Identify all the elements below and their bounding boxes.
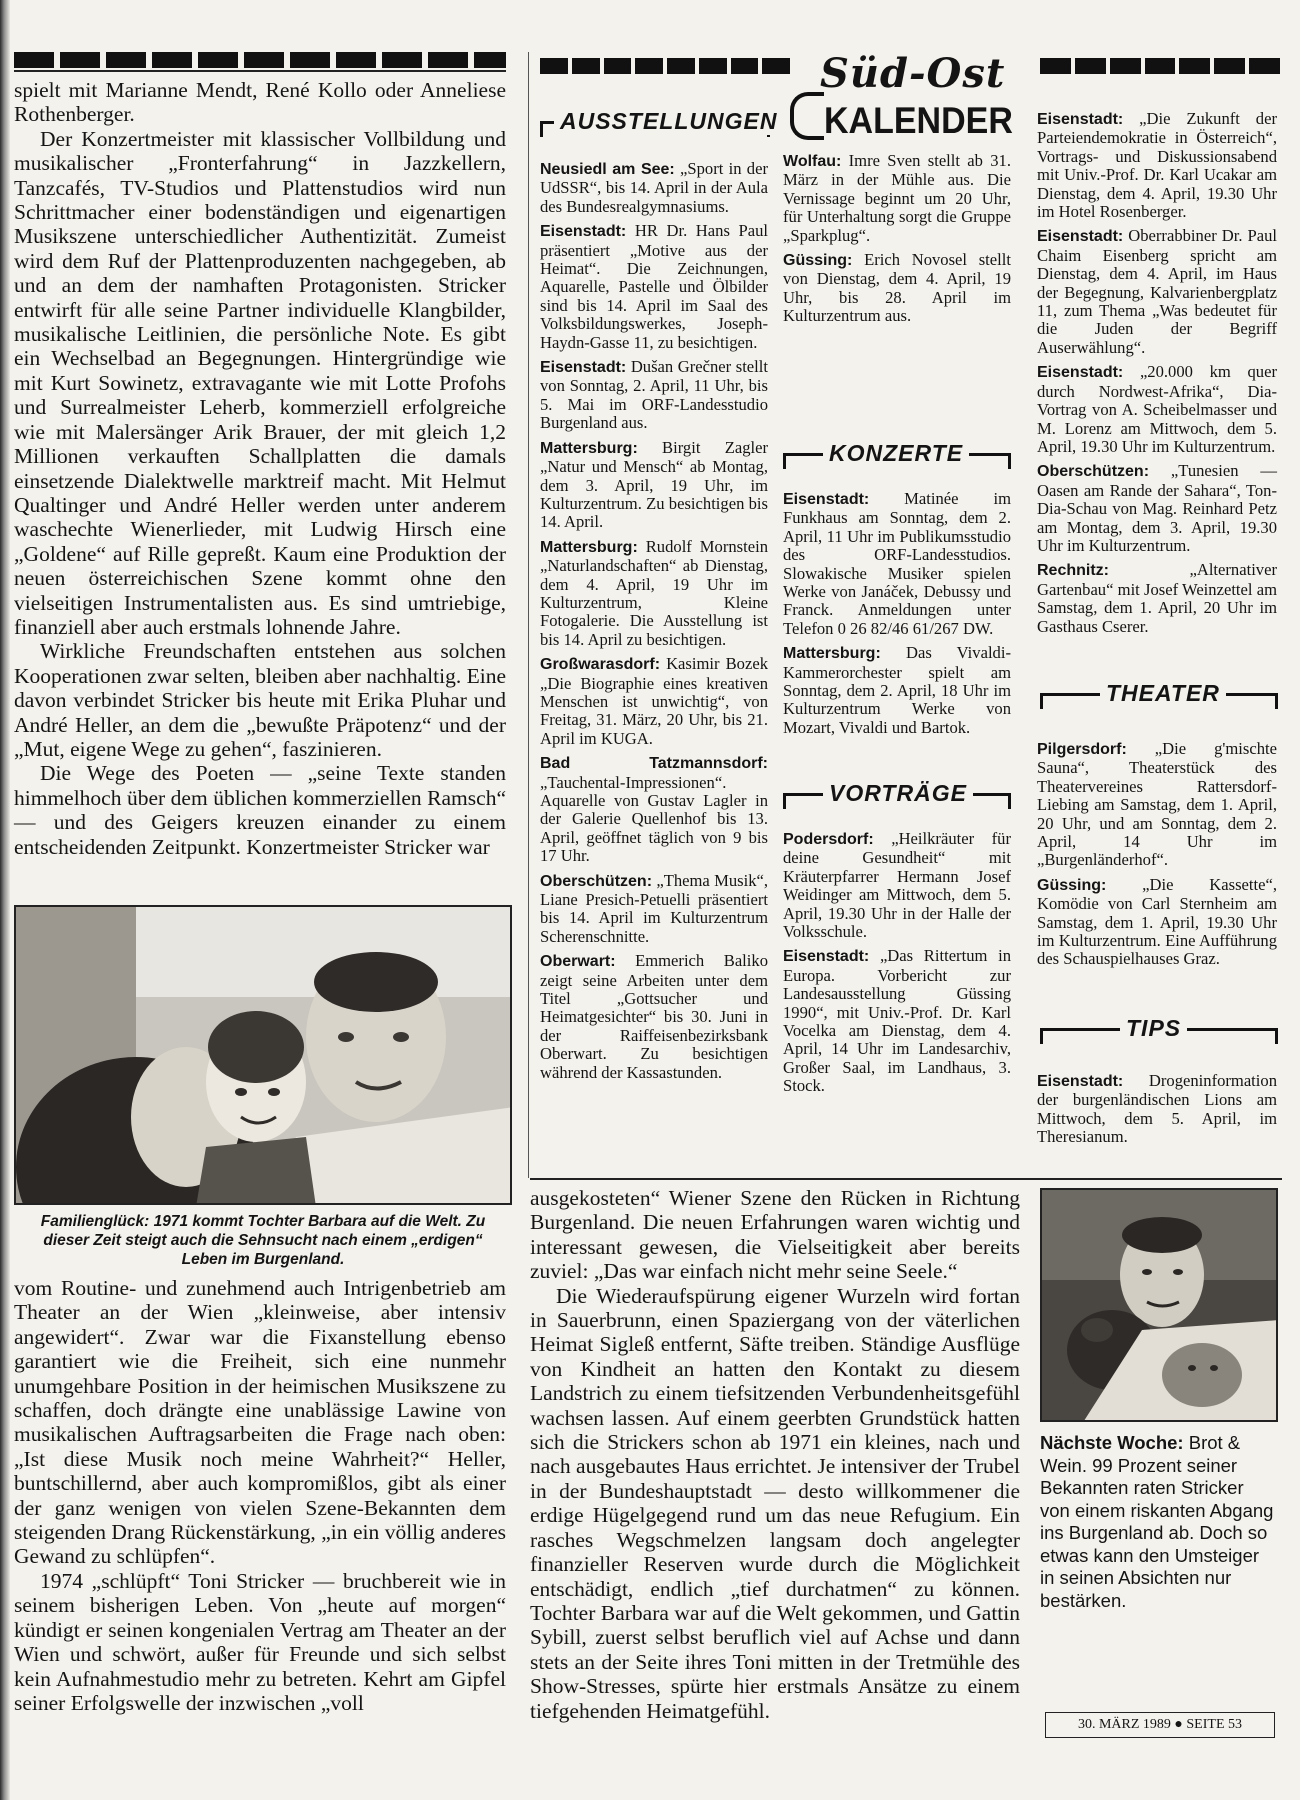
entry-text: Kasimir Bozek „Die Biographie eines kreativen Menschen ist unwichtig“, von Freitag, 31. März, 20 Uhr, bis 21. April im KUGA.: [540, 654, 768, 748]
entry-place: Wolfau:: [783, 153, 842, 170]
calendar-column-b: [783, 152, 1011, 332]
section-title: TIPS: [1120, 1015, 1187, 1042]
portrait-photo: [1040, 1188, 1278, 1422]
entry-text: „Alternativer Gartenbau“ mit Josef Weinzettel am Samstag, dem 1. April, 20 Uhr im Gasthaus Cserer.: [1037, 560, 1277, 636]
entry-text: „Thema Musik“, Liane Presich-Petuelli präsentiert bis 14. April im Kulturzentrum Scherenschnitte.: [540, 870, 768, 946]
article-column-left-bottom: [14, 1276, 506, 1715]
section-header-vortraege: [783, 780, 1011, 810]
portrait-photo-illustration: [1042, 1190, 1278, 1422]
calendar-column-b-vortraege: [783, 830, 1011, 1102]
entry-place: Mattersburg:: [783, 645, 881, 663]
article-column-left-top: [14, 78, 506, 859]
entry-place: Güssing:: [1037, 876, 1107, 894]
calendar-entry: [540, 358, 768, 433]
section-header-konzerte: [783, 440, 1011, 470]
calendar-column-a: [540, 160, 768, 1088]
calendar-entry: [540, 952, 768, 1082]
calendar-logo-top: Süd-Ost: [820, 50, 1006, 97]
entry-text: „Tunesien — Oasen am Rande der Sahara“, Ton-Dia-Schau von Mag. Reinhard Petz am Montag, dem 3. April, 19.30 Uhr im Kulturzentrum.: [1037, 461, 1277, 555]
entry-place: Eisenstadt:: [540, 359, 627, 377]
calendar-entry: [540, 872, 768, 947]
entry-text: Emmerich Baliko zeigt seine Arbeiten unter dem Titel „Gottsucher und Heimatgesichter“ bis 30. Juni in der Raiffeisenbezirksbank Oberwart. Zu besichtigen während der Kassastunden.: [540, 951, 768, 1082]
section-title: VORTRÄGE: [823, 780, 973, 807]
photo-caption: Familienglück: 1971 kommt Tochter Barbara auf die Welt. Zu dieser Zeit steigt auch die Sehnsucht nach einem „erdigen“ Leben im Burgenland.: [40, 1213, 486, 1268]
article-paragraph: ausgekosteten“ Wiener Szene den Rücken in Richtung Burgenland. Die neuen Erfahrungen waren wichtig und interessant gewesen, die Vielseitigkeit aber bereits zuviel: „Das war einfach nicht mehr seine Seele.“: [530, 1186, 1020, 1284]
entry-place: Eisenstadt:: [1037, 228, 1124, 246]
entry-place: Eisenstadt:: [1037, 111, 1124, 128]
calendar-entry: [540, 655, 768, 748]
entry-place: Oberwart:: [540, 953, 616, 971]
entry-text: „Heilkräuter für deine Gesundheit“ mit Kräuterpfarrer Hermann Josef Weidinger am Mittwoch, dem 5. April, 19.30 Uhr in der Halle der Volksschule.: [783, 829, 1011, 942]
article-paragraph: 1974 „schlüpft“ Toni Stricker — bruchbereit wie in seinem bisherigen Leben. Von „heute auf morgen“ kündigt er seinen kongenialen Vertrag am Theater an der Wien und schwört, außer für Freunde und sich selbst kein Aufnahmestudio mehr zu betreten. Kehrt am Gipfel seiner Erfolgswelle der inzwischen „voll: [14, 1568, 506, 1715]
entry-place: Mattersburg:: [540, 538, 638, 556]
entry-place: Eisenstadt:: [783, 948, 870, 966]
next-week-label: Nächste Woche:: [1040, 1432, 1184, 1453]
section-header-theater: [1040, 680, 1278, 710]
calendar-entry: [1037, 561, 1277, 636]
calendar-logo: [790, 52, 1035, 147]
calendar-column-b-konzerte: [783, 490, 1011, 743]
section-title: AUSSTELLUNGEN: [554, 108, 783, 135]
entry-text: Matinée im Funkhaus am Sonntag, dem 2. April, 11 Uhr im Publikumsstudio des ORF-Landesstudios. Slowakische Musiker spielen Werke von Janáček, Debussy und Franck. Anmeldungen unter Telefon 0 26 82/46 61/267 DW.: [783, 489, 1011, 638]
article-paragraph: Der Konzertmeister mit klassischer Vollbildung und musikalischer „Fronterfahrung“ in Jazzkellern, Tanzcafés, TV-Studios und Plattenstudios wird nun Schrittmacher einer bodenständigen und eigenartigen Musikszene unterschiedlicher Authentizität. Zumeist wird dem Ruf der Plattenproduzenten nachgegeben, ab und an dem der namhaften Protagonisten. Stricker entwirft für alle seine Partner individuelle Klangbilder, musikalische Leitlinien, die persönliche Note. Es gibt ein Wechselbad an Begegnungen. Hintergründige wie mit Kurt Sowinetz, extravagante wie mit Lotte Profohs und Surrealmeister Leherb, kommerziell erfolgreiche wie mit Malersänger Arik Brauer, der mit gleich 1,2 Millionen verkauften Schallplatten die damals einsetzende Dialektwelle marktreif macht. Mit Helmut Qualtinger und André Heller werden unter anderem waschechte Wienerlieder, mit Ludwig Hirsch eine „Goldene“ auf Rille gepreßt. Kaum eine Produktion der neuen österreichischen Szene kommt ohne den vielseitigen Instrumentalisten aus. Es sind umtriebige, finanziell aber auch erstmals lohnende Jahre.: [14, 126, 506, 639]
entry-text: „Das Rittertum in Europa. Vorbericht zur Landesausstellung Güssing 1990“, mit Univ.-Prof. Dr. Karl Vocelka am Dienstag, dem 4. April, 14 Uhr im Landesarchiv, Großer Saal, im Landhaus, 3. Stock.: [783, 946, 1011, 1096]
article-paragraph: Wirkliche Freundschaften entstehen aus solchen Kooperationen zwar selten, bleiben aber nachhaltig. Eine davon verbindet Stricker bis heute mit Erika Pluhar und André Heller, an dem die „bewußte Präpotenz“ und der „Mut, eigene Wege zu gehen“, faszinieren.: [14, 639, 506, 761]
calendar-entry: [540, 439, 768, 532]
entry-place: Eisenstadt:: [1037, 1073, 1124, 1090]
calendar-entry: [783, 644, 1011, 737]
entry-place: Bad Tatzmannsdorf:: [540, 755, 768, 773]
calendar-column-c: [1037, 110, 1277, 642]
entry-text: „Die Zukunft der Parteiendemokratie in Österreich“, Vortrags- und Diskussionsabend mit Univ.-Prof. Dr. Karl Ucakar am Dienstag, dem 4. April, 19.30 Uhr im Hotel Rosenberger.: [1037, 109, 1277, 222]
entry-place: Neusiedl am See:: [540, 161, 675, 178]
article-paragraph: vom Routine- und zunehmend auch Intrigenbetrieb am Theater an der Wien „kleinweise, aber intensiv angewidert“. Zwar war die Fixanstellung ebenso garantiert wie die Freiheit, sich eine nunmehr unumgehbare Position in der heimischen Musikszene zu schaffen, doch drängte eine unablässige Lawine von musikalischen Auftragsarbeiten die Frage nach oben: „Ist diese Musik noch meine Wahrheit?“ Heller, buntschillernd, aber auch kompromißlos, gibt als einer der ganz wenigen von vielen Szene-Bekannten dem steigenden Drang Rückenstärkung, „in ein völlig anderes Gewand zu schlüpfen“.: [14, 1276, 506, 1569]
entry-text: Dušan Grečner stellt von Sonntag, 2. April, 11 Uhr, bis 5. Mai im ORF-Landesstudio Burgenland aus.: [540, 357, 769, 433]
entry-place: Eisenstadt:: [1037, 364, 1124, 382]
entry-text: „20.000 km quer durch Nordwest-Afrika“, Dia-Vortrag von A. Scheibelmasser und M. Lorenz am Mittwoch, dem 5. April, 19.30 Uhr im Kulturzentrum.: [1037, 362, 1277, 456]
calendar-left-rule: [528, 52, 529, 1178]
entry-place: Eisenstadt:: [783, 491, 870, 508]
family-photo: [14, 905, 512, 1205]
calendar-column-c-tips: [1037, 1072, 1277, 1153]
entry-text: „Sport in der UdSSR“, bis 14. April in der Aula des Bundesrealgymnasiums.: [540, 159, 768, 216]
article-paragraph: spielt mit Marianne Mendt, René Kollo oder Anneliese Rothenberger.: [14, 78, 506, 127]
scan-edge: [0, 0, 10, 1800]
calendar-entry: [1037, 363, 1277, 456]
calendar-entry: [1037, 110, 1277, 221]
section-header-ausstellungen: [540, 108, 778, 138]
entry-text: Oberrabbiner Dr. Paul Chaim Eisenberg spricht am Dienstag, dem 4. April, im Haus der Begegnung, Kalvarienbergplatz 11, zum Thema „Was bedeutet für die Juden der Begriff Auserwählung“.: [1037, 226, 1277, 357]
entry-text: Drogeninformation der burgenländischen Lions am Mittwoch, dem 5. April, im Theresianum.: [1037, 1071, 1277, 1147]
calendar-entry: [1037, 876, 1277, 969]
calendar-entry: [783, 830, 1011, 941]
entry-text: Das Vivaldi-Kammerorchester spielt am Sonntag, dem 2. April, 18 Uhr im Kulturzentrum Werke von Mozart, Vivaldi und Bartok.: [783, 643, 1011, 737]
calendar-bottom-rule: [530, 1178, 1282, 1180]
rule-top-left-thick: [14, 52, 506, 68]
calendar-logo-bottom: KALENDER: [824, 100, 1013, 142]
entry-place: Güssing:: [783, 252, 853, 270]
next-week-teaser: [1040, 1432, 1276, 1612]
entry-text: Erich Novosel stellt von Dienstag, dem 4. April, 19 Uhr, bis 28. April im Kulturzentrum aus.: [783, 250, 1011, 326]
calendar-entry: [540, 222, 768, 352]
calendar-entry: [540, 538, 768, 649]
footer-date-page: 30. MÄRZ 1989 ● SEITE 53: [1077, 1717, 1242, 1732]
calendar-header-bars-left: [540, 58, 790, 74]
calendar-header-bars-right: [1040, 58, 1280, 74]
entry-place: Oberschützen:: [540, 872, 653, 890]
entry-place: Oberschützen:: [1037, 463, 1150, 481]
entry-text: „Die Kassette“, Komödie von Carl Sternheim am Samstag, dem 1. April, 19.30 Uhr im Kulturzentrum. Eine Aufführung des Schauspielhauses Graz.: [1037, 874, 1277, 969]
entry-place: Großwarasdorf:: [540, 656, 661, 674]
calendar-column-c-theater: [1037, 740, 1277, 975]
calendar-entry: [540, 754, 768, 865]
calendar-entry: [783, 251, 1011, 326]
entry-text: Imre Sven stellt ab 31. März in der Mühle aus. Die Vernissage beginnt um 20 Uhr, für Unterhaltung sorgt die Gruppe „Sparkplug“.: [783, 151, 1011, 245]
entry-text: „Tauchental-Impressionen“. Aquarelle von Gustav Lagler in der Galerie Quellenhof bis 13. April, geöffnet täglich von 9 bis 17 Uhr.: [540, 772, 768, 866]
calendar-entry: [1037, 1072, 1277, 1147]
entry-place: Mattersburg:: [540, 439, 638, 457]
section-title: KONZERTE: [823, 440, 969, 467]
calendar-entry: [1037, 227, 1277, 357]
article-paragraph: Die Wiederaufspürung eigener Wurzeln wird fortan in Sauerbrunn, einen Spaziergang von der väterlichen Heimat Sigleß entfernt, Säfte treiben. Ständige Ausflüge von Kindheit an hatten den Kontakt zu diesem Landstrich zu einem tiefsitzenden Verbundenheitsgefühl wachsen lassen. Auf einem geerbten Grundstück hatten sich die Strickers schon ab 1971 ein kleines, nach und nach ausgebautes Haus errichtet. Je intensiver der Trubel in der Bundeshauptstadt — desto willkommener die erdige Hügelgegend rund um das neue Refugium. Ein rasches Wegschmelzen langsam doch angelegter finanzieller Reserven wurde durch die Möglichkeit entschädigt, endlich „tief durchatmen“ zu können. Tochter Barbara war auf die Welt gekommen, und Gattin Sybill, zuerst selbst beruflich viel auf Achse und dann stets an der Seite ihres Toni mitten in der Tretmühle des Show-Stresses, spürte hier erstmals Ansätze zu einem tiefgehenden Heimatgefühl.: [530, 1283, 1020, 1723]
calendar-entry: [1037, 740, 1277, 870]
calendar-entry: [783, 947, 1011, 1095]
section-title: THEATER: [1100, 680, 1226, 707]
entry-place: Pilgersdorf:: [1037, 741, 1127, 758]
calendar-entry: [783, 490, 1011, 638]
page-footer: [1045, 1712, 1275, 1738]
section-header-tips: [1040, 1015, 1278, 1045]
calendar-logo-s-swash: [790, 92, 824, 140]
calendar-entry: [540, 160, 768, 216]
entry-text: HR Dr. Hans Paul präsentiert „Motive aus der Heimat“. Die Zeichnungen, Aquarelle, Pastelle und Ölbilder sind bis 14. April im Saal des Volksbildungswerkes, Joseph-Haydn-Gasse 11, zu besichtigen.: [540, 221, 768, 352]
entry-text: Birgit Zagler „Natur und Mensch“ ab Montag, dem 3. April, 19 Uhr, im Kulturzentrum. Zu besichtigen bis 14. April.: [540, 437, 768, 532]
article-column-middle-bottom: [530, 1186, 1020, 1723]
rule-top-left: [14, 70, 506, 72]
entry-text: „Die g'mischte Sauna“, Theaterstück des Theatervereines Rattersdorf-Liebing am Samstag, dem 1. April, 20 Uhr, und am Sonntag, dem 2. April, 14 Uhr im „Burgenländerhof“.: [1037, 739, 1277, 870]
calendar-entry: [1037, 462, 1277, 555]
entry-place: Podersdorf:: [783, 831, 874, 848]
next-week-text: Brot & Wein. 99 Prozent seiner Bekannten raten Stricker von einem riskanten Abgang ins Burgenland ab. Doch so etwas kann den Umsteiger in seinen Absichten nur bestärken.: [1040, 1432, 1274, 1611]
article-paragraph: Die Wege des Poeten — „seine Texte standen himmelhoch über dem üblichen kommerziellen Ramsch“ — und des Geigers kreuzen einander zu einem entscheidenden Zeitpunkt. Konzertmeister Stricker war: [14, 761, 506, 859]
calendar-entry: [783, 152, 1011, 245]
family-photo-illustration: [16, 907, 512, 1205]
entry-place: Eisenstadt:: [540, 223, 627, 241]
entry-text: Rudolf Mornstein „Naturlandschaften“ ab Dienstag, dem 4. April, 19 Uhr im Kulturzentrum, Kleine Fotogalerie. Die Ausstellung ist bis 14. April zu besichtigen.: [540, 536, 768, 649]
entry-place: Rechnitz:: [1037, 562, 1109, 580]
